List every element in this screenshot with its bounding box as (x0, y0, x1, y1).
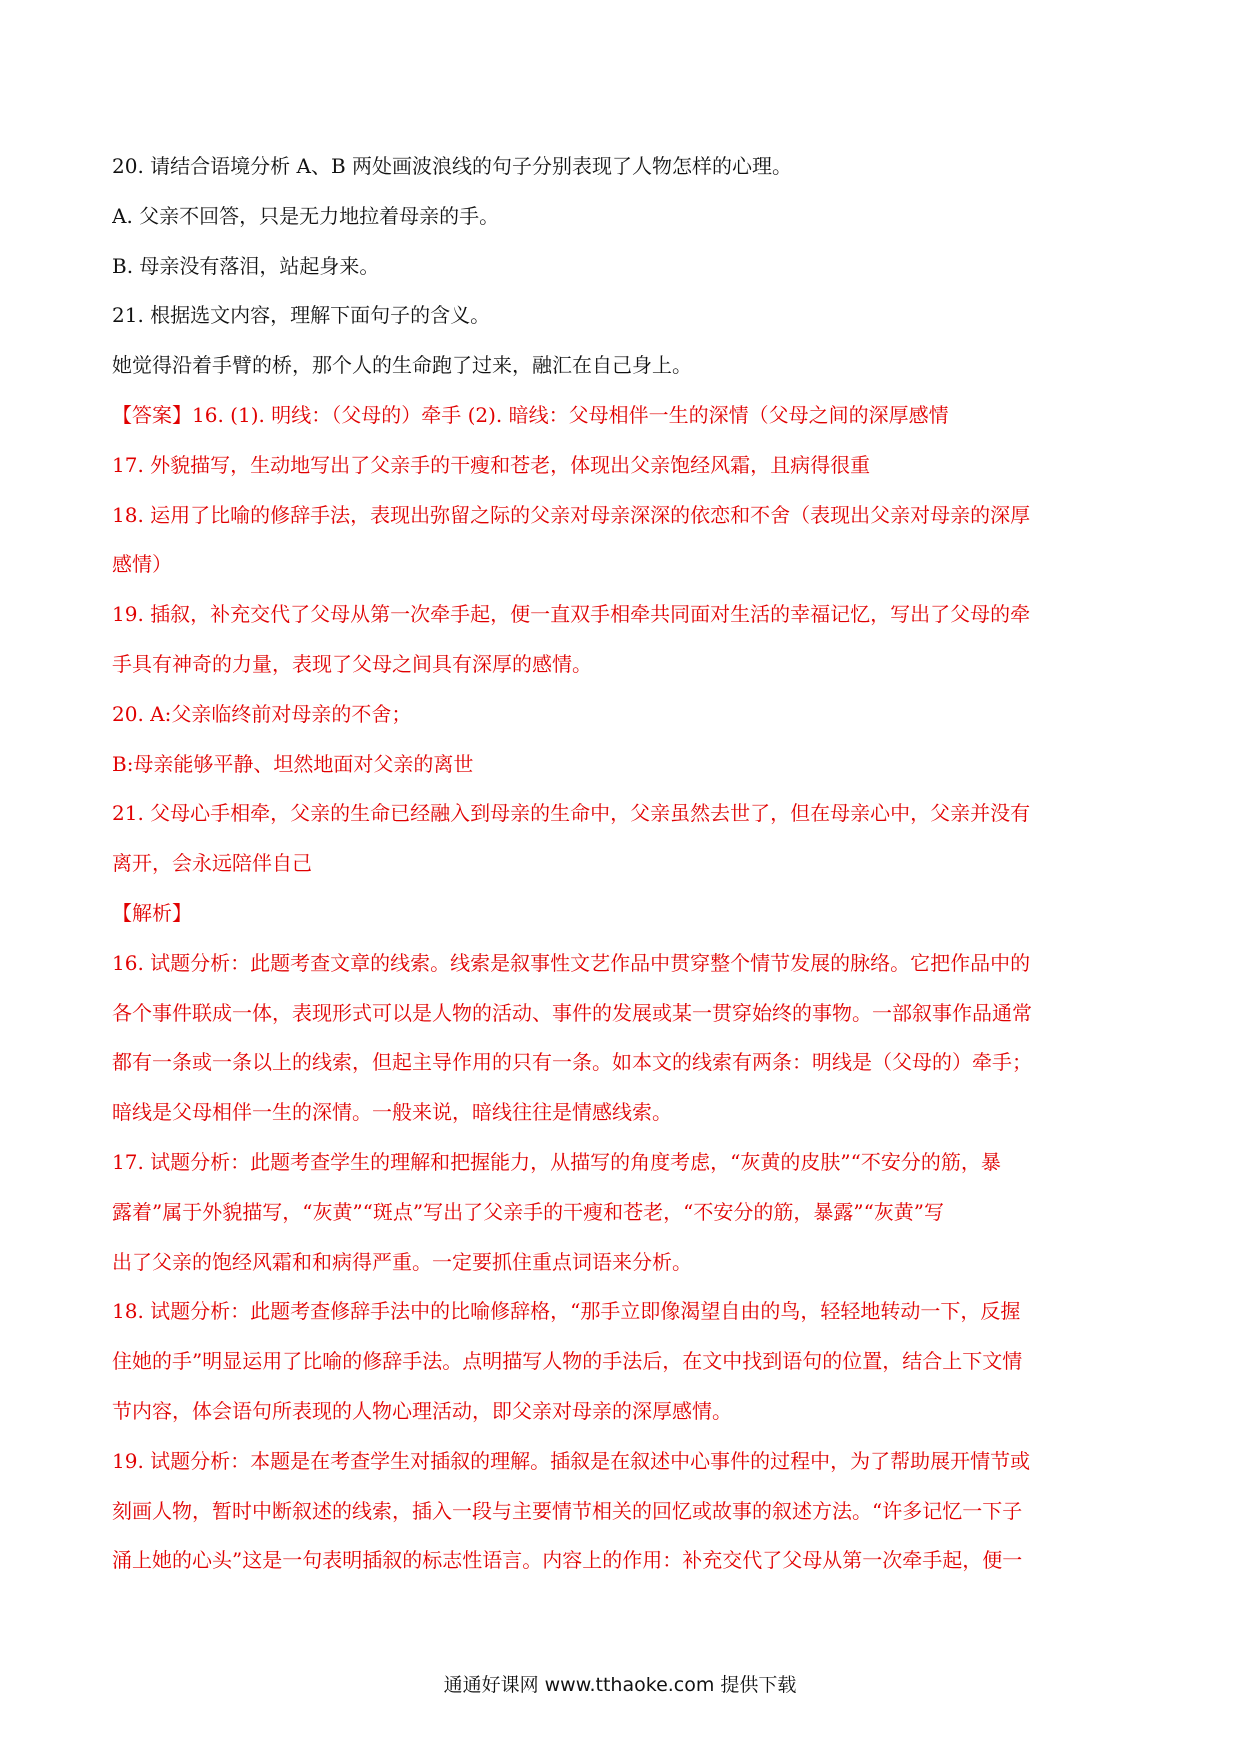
analysis-17-line-3: 出了父亲的饱经风霜和和病得严重。一定要抓住重点词语来分析。 (112, 1249, 692, 1274)
answer-21-line-2: 离开，会永远陪伴自己 (112, 851, 312, 876)
answer-17: 17. 外貌描写，生动地写出了父亲手的干瘦和苍老，体现出父亲饱经风霜，且病得很重 (112, 452, 871, 477)
question-20-option-b: B. 母亲没有落泪，站起身来。 (112, 253, 380, 278)
answer-19-line-2: 手具有神奇的力量，表现了父母之间具有深厚的感情。 (112, 651, 592, 676)
analysis-17-line-2: 露着”属于外貌描写，“灰黄”“斑点”写出了父亲手的干瘦和苍老，“不安分的筋，暴露”“灰黄”写 (112, 1199, 945, 1224)
page-footer: 通通好课网 www.tthaoke.com 提供下载 (443, 1674, 797, 1696)
answer-header: 【答案】16. (1). 明线：（父母的）牵手 (2). 暗线：父母相伴一生的深情（父母之间的深厚感情 (112, 402, 949, 427)
analysis-19-line-1: 19. 试题分析：本题是在考查学生对插叙的理解。插叙是在叙述中心事件的过程中，为了帮助展开情节或 (112, 1448, 1031, 1473)
answer-19-line-1: 19. 插叙，补充交代了父母从第一次牵手起，便一直双手相牵共同面对生活的幸福记忆，写出了父母的牵 (112, 602, 1031, 627)
answer-20-a: 20. A:父亲临终前对母亲的不舍； (112, 701, 412, 726)
analysis-18-line-1: 18. 试题分析：此题考查修辞手法中的比喻修辞格，“那手立即像渴望自由的鸟，轻轻地转动一下，反握 (112, 1299, 1021, 1324)
answer-18-line-2: 感情） (112, 552, 172, 577)
analysis-16-line-4: 暗线是父母相伴一生的深情。一般来说，暗线往往是情感线索。 (112, 1100, 672, 1125)
answer-20-b: B:母亲能够平静、坦然地面对父亲的离世 (112, 751, 474, 776)
question-21-sentence: 她觉得沿着手臂的桥，那个人的生命跑了过来，融汇在自己身上。 (112, 353, 692, 378)
page-body (112, 154, 1130, 1598)
analysis-header: 【解析】 (112, 900, 192, 925)
question-21: 21. 根据选文内容，理解下面句子的含义。 (112, 303, 491, 328)
question-20: 20. 请结合语境分析 A、B 两处画波浪线的句子分别表现了人物怎样的心理。 (112, 154, 793, 178)
analysis-19-line-2: 刻画人物，暂时中断叙述的线索，插入一段与主要情节相关的回忆或故事的叙述方法。“许多记忆一下子 (112, 1498, 1023, 1523)
question-20-option-a: A. 父亲不回答，只是无力地拉着母亲的手。 (112, 203, 500, 228)
answer-21-line-1: 21. 父母心手相牵，父亲的生命已经融入到母亲的生命中，父亲虽然去世了，但在母亲心中，父亲并没有 (112, 801, 1031, 826)
analysis-16-line-2: 各个事件联成一体，表现形式可以是人物的活动、事件的发展或某一贯穿始终的事物。一部叙事作品通常 (112, 1000, 1032, 1025)
analysis-18-line-3: 节内容，体会语句所表现的人物心理活动，即父亲对母亲的深厚感情。 (112, 1398, 732, 1423)
answer-18-line-1: 18. 运用了比喻的修辞手法，表现出弥留之际的父亲对母亲深深的依恋和不舍（表现出父亲对母亲的深厚 (112, 502, 1031, 527)
analysis-18-line-2: 住她的手”明显运用了比喻的修辞手法。点明描写人物的手法后，在文中找到语句的位置，结合上下文情 (112, 1349, 1023, 1374)
analysis-16-line-1: 16. 试题分析：此题考查文章的线索。线索是叙事性文艺作品中贯穿整个情节发展的脉络。它把作品中的 (112, 950, 1031, 975)
analysis-19-line-3: 涌上她的心头”这是一句表明插叙的标志性语言。内容上的作用：补充交代了父母从第一次牵手起，便一 (112, 1548, 1023, 1573)
analysis-17-line-1: 17. 试题分析：此题考查学生的理解和把握能力，从描写的角度考虑，“灰黄的皮肤”“不安分的筋，暴 (112, 1149, 1001, 1174)
analysis-16-line-3: 都有一条或一条以上的线索，但起主导作用的只有一条。如本文的线索有两条：明线是（父母的）牵手； (112, 1050, 1032, 1075)
